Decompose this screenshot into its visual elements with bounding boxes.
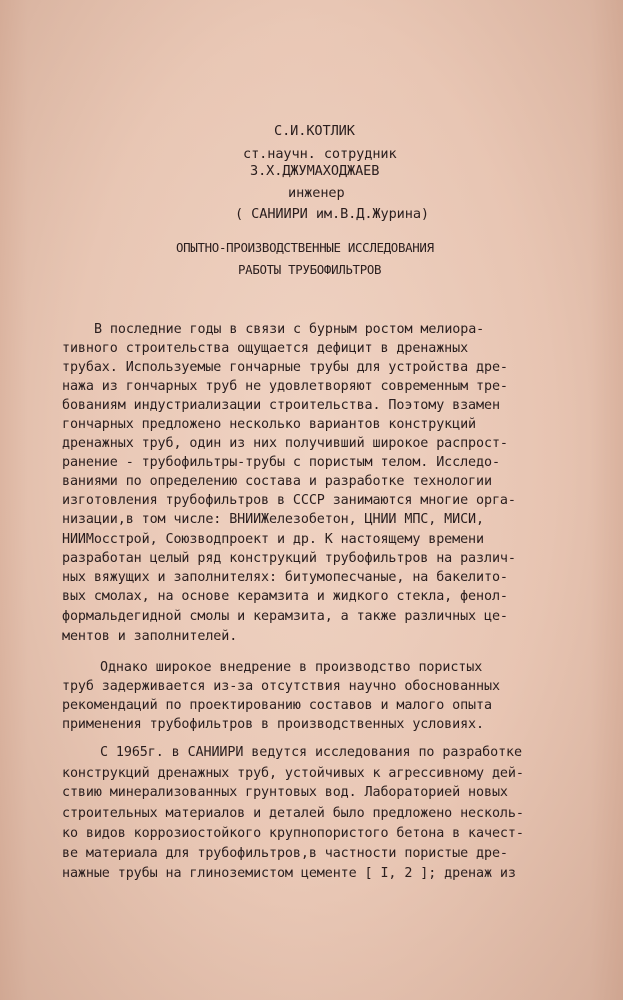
p1-line-8: ранение - трубофильтры-трубы с пористым телом. Исследо- [62, 455, 500, 470]
author-2-name: З.Х.ДЖУМАХОДЖАЕВ [250, 163, 380, 179]
p2-line-3: рекомендаций по проектированию составов и малого опыта [62, 698, 492, 713]
p1-line-5: бованиям индустриализации строительства. Поэтому взамен [62, 398, 500, 413]
p1-line-1: В последние годы в связи с бурным ростом мелиора- [94, 322, 485, 337]
title-line-2: РАБОТЫ ТРУБОФИЛЬТРОВ [238, 262, 382, 277]
p2-line-2: труб задерживается из-за отсутствия научно обоснованных [62, 679, 500, 694]
p3-line-4: строительных материалов и деталей было предложено нескoль- [62, 806, 524, 821]
p1-line-11: низации,в том числе: ВНИИЖелезобетон, ЦНИИ МПС, МИСИ, [62, 512, 484, 527]
p1-line-9: ваниями по определению состава и разработке технологии [62, 474, 492, 489]
p1-line-2: тивного строительства ощущается дефицит в дренажных [62, 341, 469, 356]
author-2-title: инженер [288, 185, 345, 201]
p1-line-7: дренажных труб, один из них получивший широкое распрост- [62, 436, 508, 451]
p3-line-5: ко видов коррозиостойкого крупнопористого бетона в качест- [62, 826, 524, 841]
author-1-name: С.И.КОТЛИК [274, 123, 355, 139]
p1-line-10: изготовления трубофильтров в СССР занимаются многие орга- [62, 493, 516, 508]
p3-line-6: ве материала для трубофильтров,в частности пористые дре- [62, 846, 508, 861]
p3-line-3: ствию минерализованных грунтовых вод. Лабораторией новых [62, 785, 508, 800]
p1-line-6: гончарных предложено несколько вариантов конструкций [62, 417, 477, 432]
p1-line-16: формальдегидной смолы и керамзита, а также различных це- [62, 609, 508, 624]
p2-line-1: Однако широкое внедрение в производство пористых [100, 660, 483, 675]
affiliation: ( САНИИРИ им.В.Д.Журина) [235, 206, 430, 222]
p3-line-2: конструкций дренажных труб, устойчивых к агрессивному дей- [62, 766, 524, 781]
p1-line-4: нажа из гончарных труб не удовлетворяют современным тре- [62, 379, 508, 394]
author-1-title: ст.научн. сотрудник [243, 146, 397, 162]
p3-line-1: С 1965г. в САНИИРИ ведутся исследования по разработке [100, 745, 522, 760]
title-line-1: ОПЫТНО-ПРОИЗВОДСТВЕННЫЕ ИССЛЕДОВАНИЯ [176, 240, 434, 255]
p1-line-12: НИИМосстрой, Союзводпроект и др. К настоящему времени [62, 532, 484, 547]
p2-line-4: применения трубофильтров в производственных условиях. [62, 717, 484, 732]
p1-line-13: разработан целый ряд конструкций трубофильтров на различ- [62, 551, 516, 566]
p1-line-3: трубах. Используемые гончарные трубы для устройства дре- [62, 360, 508, 375]
p1-line-17: ментов и заполнителей. [62, 629, 238, 644]
p3-line-7: нажные трубы на глиноземистом цементе [ I, 2 ]; дренаж из [62, 866, 516, 881]
p1-line-15: вых смолах, на основе керамзита и жидкого стекла, фенол- [62, 589, 508, 604]
p1-line-14: ных вяжущих и заполнителях: битумопесчаные, на бакелито- [62, 570, 508, 585]
